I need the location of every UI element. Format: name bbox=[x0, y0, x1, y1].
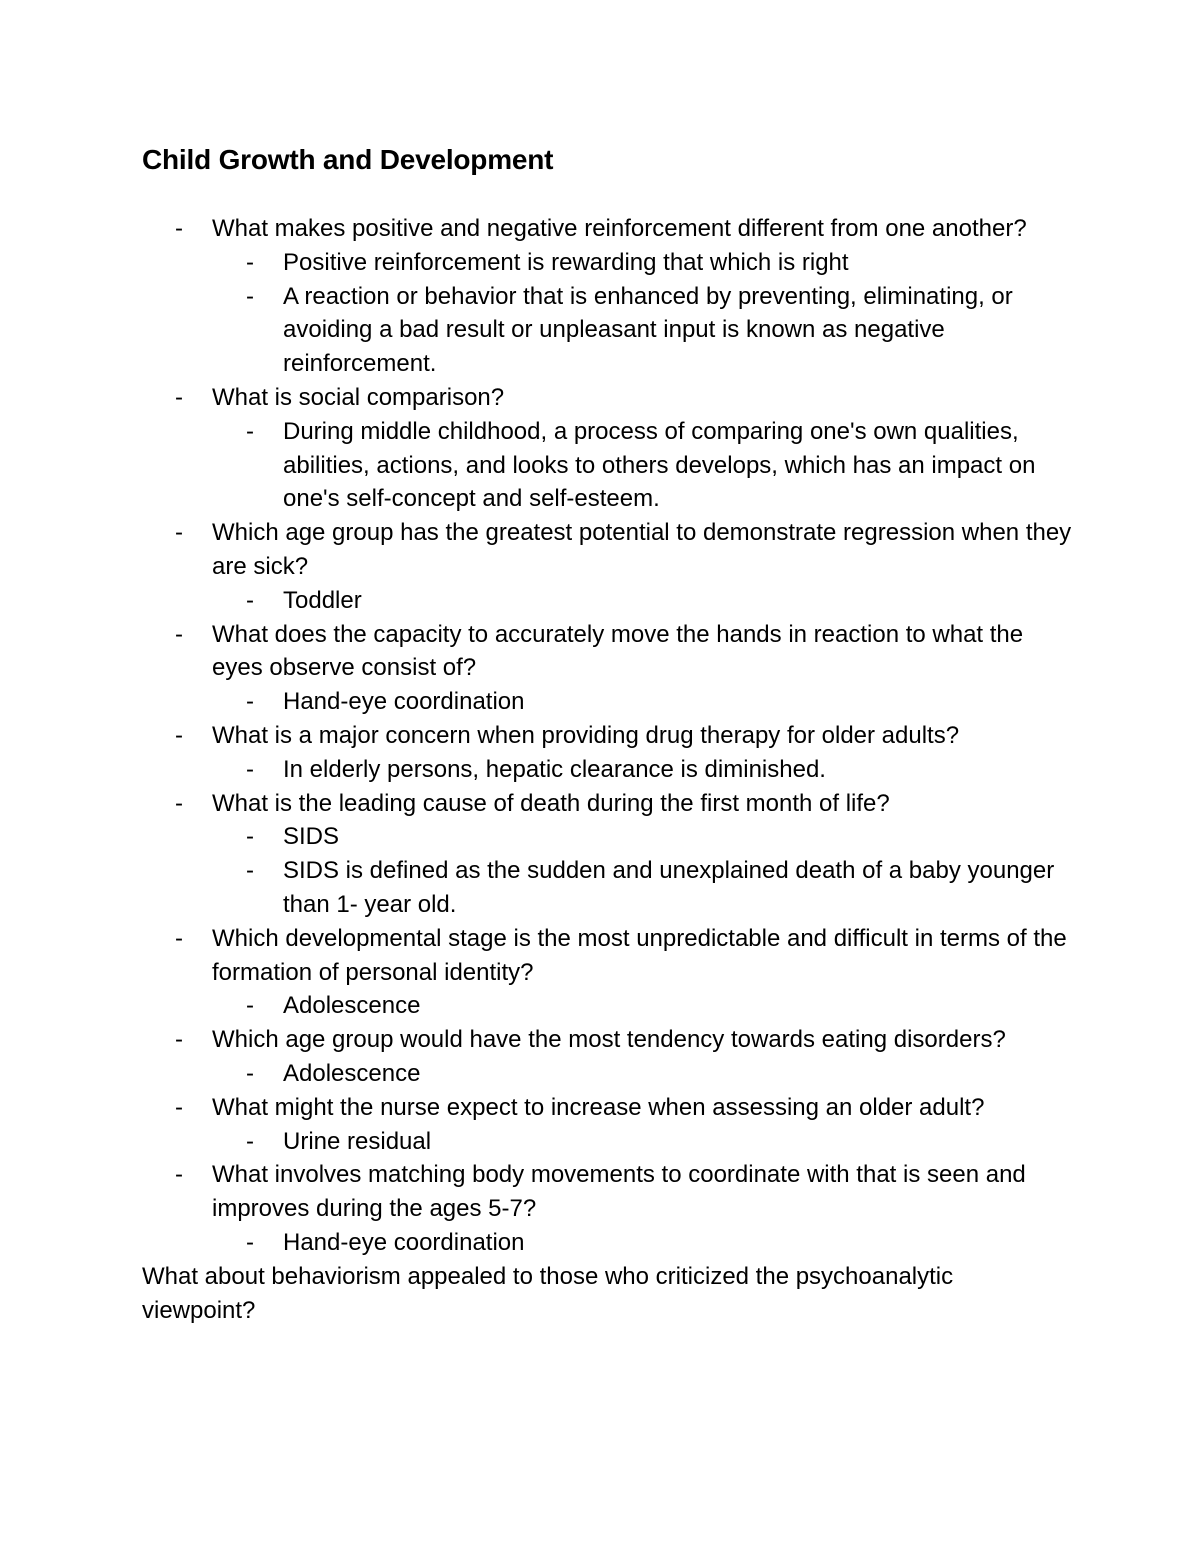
bullet-dash: - bbox=[175, 383, 183, 411]
answer-text: Positive reinforcement is rewarding that which is right bbox=[283, 248, 849, 276]
closing-question: What about behaviorism appealed to those who criticized the psychoanalytic viewpoint? bbox=[142, 1262, 954, 1324]
bullet-dash: - bbox=[246, 248, 254, 276]
answer-item bbox=[246, 415, 1073, 516]
question-outline bbox=[0, 212, 1200, 1327]
document-title: Child Growth and Development bbox=[142, 144, 554, 175]
answer-item bbox=[246, 989, 1073, 1023]
question-text: What is the leading cause of death during the first month of life? bbox=[212, 789, 890, 817]
bullet-dash: - bbox=[246, 1059, 254, 1087]
bullet-dash: - bbox=[246, 823, 254, 851]
bullet-dash: - bbox=[175, 1093, 183, 1121]
answer-text: Toddler bbox=[283, 586, 362, 614]
bullet-dash: - bbox=[175, 1026, 183, 1054]
answer-text: Adolescence bbox=[283, 992, 421, 1020]
answer-item bbox=[246, 820, 1073, 854]
question-text: What might the nurse expect to increase when assessing an older adult? bbox=[212, 1093, 985, 1121]
answer-item bbox=[246, 1057, 1073, 1091]
answer-text: Adolescence bbox=[283, 1059, 421, 1087]
answer-text: Hand-eye coordination bbox=[283, 688, 525, 716]
question-item bbox=[175, 719, 1072, 753]
answer-item bbox=[246, 246, 1073, 280]
bullet-dash: - bbox=[246, 417, 254, 445]
question-text: What is a major concern when providing drug therapy for older adults? bbox=[212, 721, 960, 749]
question-text: What involves matching body movements to coordinate with that is seen and improves during the ages 5-7? bbox=[212, 1161, 1026, 1223]
bullet-dash: - bbox=[246, 688, 254, 716]
question-item bbox=[175, 212, 1072, 246]
bullet-dash: - bbox=[175, 620, 183, 648]
answer-text: A reaction or behavior that is enhanced by preventing, eliminating, or avoiding a bad result or unpleasant input is known as negative reinforcement. bbox=[283, 282, 1013, 378]
answer-text: SIDS bbox=[283, 823, 340, 851]
bullet-dash: - bbox=[175, 789, 183, 817]
question-item bbox=[175, 1158, 1072, 1226]
bullet-dash: - bbox=[246, 755, 254, 783]
bullet-dash: - bbox=[175, 924, 183, 952]
question-item bbox=[175, 516, 1072, 584]
answer-text: Urine residual bbox=[283, 1127, 432, 1155]
question-text: Which age group has the greatest potential to demonstrate regression when they are sick? bbox=[212, 519, 1072, 580]
bullet-dash: - bbox=[175, 519, 183, 547]
bullet-dash: - bbox=[246, 282, 254, 310]
answer-item bbox=[246, 685, 1073, 719]
answer-item bbox=[246, 854, 1073, 922]
answer-text: Hand-eye coordination bbox=[283, 1228, 525, 1256]
question-text: What is social comparison? bbox=[212, 383, 505, 411]
question-item bbox=[175, 787, 1072, 821]
answer-item bbox=[246, 1125, 1073, 1159]
answer-text: SIDS is defined as the sudden and unexplained death of a baby younger than 1- year old. bbox=[283, 857, 1055, 918]
bullet-dash: - bbox=[175, 721, 183, 749]
question-text: Which developmental stage is the most unpredictable and difficult in terms of the formation of personal identity? bbox=[212, 924, 1067, 986]
bullet-dash: - bbox=[246, 586, 254, 614]
answer-item bbox=[246, 753, 1073, 787]
question-item bbox=[175, 1023, 1072, 1057]
question-item bbox=[175, 618, 1072, 686]
bullet-dash: - bbox=[175, 1161, 183, 1189]
answer-item bbox=[246, 280, 1073, 381]
question-text: Which age group would have the most tendency towards eating disorders? bbox=[212, 1026, 1006, 1054]
answer-item bbox=[246, 584, 1073, 618]
question-text: What does the capacity to accurately move the hands in reaction to what the eyes observe consist of? bbox=[212, 620, 1024, 682]
bullet-dash: - bbox=[246, 857, 254, 885]
question-text: What makes positive and negative reinforcement different from one another? bbox=[212, 215, 1027, 242]
bullet-dash: - bbox=[246, 992, 254, 1020]
answer-text: In elderly persons, hepatic clearance is diminished. bbox=[283, 755, 826, 783]
bullet-dash: - bbox=[175, 215, 183, 242]
bullet-dash: - bbox=[246, 1228, 254, 1256]
question-item bbox=[175, 381, 1072, 415]
question-item bbox=[175, 922, 1072, 990]
answer-text: During middle childhood, a process of comparing one's own qualities, abilities, actions, and looks to others develops, which has an impact on one's self-concept and self-esteem. bbox=[283, 417, 1036, 513]
bullet-dash: - bbox=[246, 1127, 254, 1155]
question-item bbox=[175, 1091, 1072, 1125]
answer-item bbox=[246, 1226, 1073, 1260]
